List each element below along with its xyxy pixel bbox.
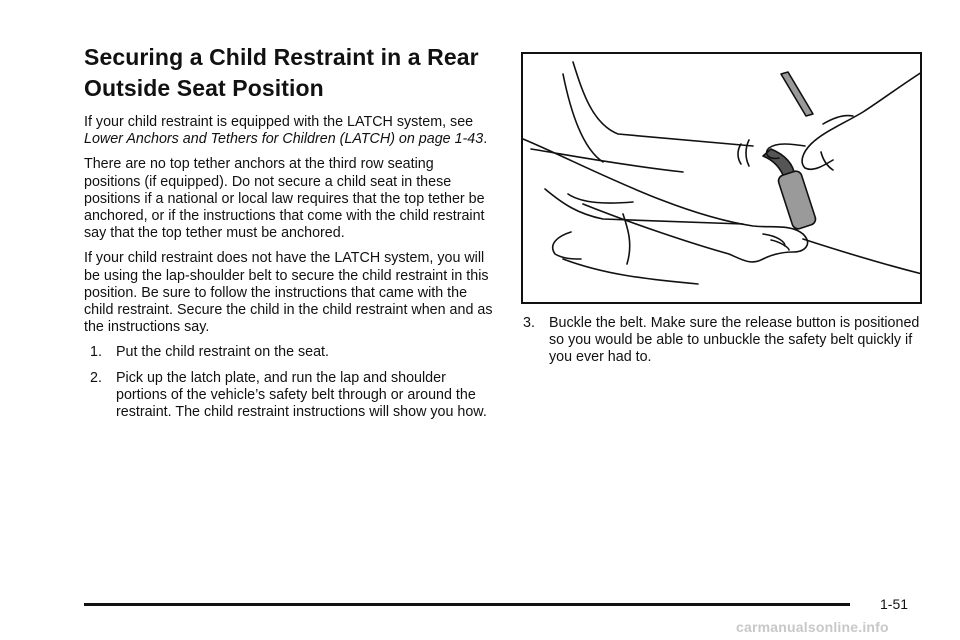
seat-cushion-seam bbox=[568, 194, 633, 203]
step-1 bbox=[84, 344, 494, 361]
latch-reference-end: . bbox=[483, 131, 488, 148]
buckle-body bbox=[777, 170, 817, 231]
left-column bbox=[84, 42, 494, 429]
third-row-warning-paragraph: There are no top tether anchors at the third row seating positions (if equipped). Do not secure a child seat in these positions if a national or local law requires that the top tether be anchored, or if the instructions that come with the child restraint say that the top tether must be anchored. bbox=[84, 156, 485, 242]
no-latch-paragraph: If your child restraint does not have the LATCH system, you will be using the lap-shoulder belt to secure the child restraint in this position. Be sure to follow the instructions that came with the child restraint. Secure the child in the child restraint when and as the instructions say. bbox=[84, 250, 493, 336]
footer-rule bbox=[84, 603, 850, 606]
seat-right-edge bbox=[803, 239, 922, 274]
seat-cushion-edge bbox=[545, 189, 743, 224]
step-1-text: Put the child restraint on the seat. bbox=[116, 344, 329, 361]
step-1-number: 1. bbox=[90, 344, 102, 361]
step-2-number: 2. bbox=[90, 369, 102, 386]
step-3-text: Buckle the belt. Make sure the release button is positioned so you would be able to unbuckle the safety belt quickly if you ever had to. bbox=[549, 315, 920, 366]
motion-line-1 bbox=[738, 144, 741, 164]
seat-bottom-line bbox=[563, 259, 698, 284]
step-3-number: 3. bbox=[523, 315, 535, 331]
shoulder-belt-webbing bbox=[781, 72, 813, 116]
right-column bbox=[521, 52, 924, 375]
seat-cushion-front bbox=[553, 232, 581, 259]
step-2 bbox=[84, 370, 494, 422]
belt-buckling-illustration bbox=[521, 52, 922, 304]
step-2-text: Pick up the latch plate, and run the lap and shoulder portions of the vehicle’s safety belt through or around the restraint. The child restraint instructions will show you how. bbox=[116, 369, 487, 421]
latch-reference-paragraph bbox=[84, 114, 494, 148]
watermark-text: carmanualsonline.info bbox=[736, 619, 889, 635]
left-hand-finger-2 bbox=[771, 240, 789, 250]
step-3 bbox=[521, 315, 924, 367]
seatback-outline-top bbox=[573, 62, 753, 146]
latch-cross-reference-link[interactable]: Lower Anchors and Tethers for Children (LATCH) on page 1-43 bbox=[84, 131, 484, 148]
section-heading: Securing a Child Restraint in a Rear Outside Seat Position bbox=[84, 44, 479, 101]
latch-reference-intro: If your child restraint is equipped with the LATCH system, see bbox=[84, 114, 474, 130]
illustration-drawing bbox=[523, 54, 922, 304]
page-number: 1-51 bbox=[880, 596, 909, 612]
motion-line-2 bbox=[746, 140, 749, 166]
right-arm bbox=[802, 72, 922, 169]
